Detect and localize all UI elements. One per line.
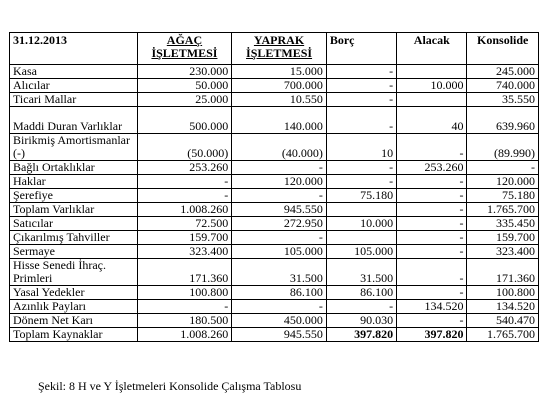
row-cell: 120.000 [467,175,539,189]
row-cell: 171.360 [467,259,539,286]
row-cell: - [326,93,396,107]
row-cell [326,231,396,245]
row-label: Azınlık Payları [10,300,138,314]
row-cell: 72.500 [137,217,232,231]
row-cell: - [326,161,396,175]
row-cell: - [232,300,327,314]
row-label: Kasa [10,65,138,79]
row-cell: 171.360 [137,259,232,286]
header-borc: Borç [326,33,396,65]
row-cell: 323.400 [137,245,232,259]
row-cell: 10.550 [232,93,327,107]
row-cell: - [397,189,467,203]
row-cell: 397.820 [397,328,467,342]
row-label: Çıkarılmış Tahviller [10,231,138,245]
row-cell: 159.700 [137,231,232,245]
row-cell: 1.765.700 [467,203,539,217]
table-row [10,286,539,300]
table-row [10,79,539,93]
row-cell: - [326,79,396,93]
row-label: Şerefiye [10,189,138,203]
table-row [10,65,539,79]
row-cell: - [232,161,327,175]
row-cell: 230.000 [137,65,232,79]
row-label: Maddi Duran Varlıklar [10,107,138,134]
row-cell: 397.820 [326,328,396,342]
row-cell: 272.950 [232,217,327,231]
table-row [10,300,539,314]
row-cell: 90.030 [326,314,396,328]
row-cell: (50.000) [137,134,232,161]
row-cell: - [397,259,467,286]
row-label: Toplam Kaynaklar [10,328,138,342]
row-cell: 75.180 [467,189,539,203]
row-cell: - [326,65,396,79]
row-cell: 100.800 [137,286,232,300]
row-cell: 253.260 [137,161,232,175]
row-cell: 35.550 [467,93,539,107]
row-label: Haklar [10,175,138,189]
table-row [10,217,539,231]
header-row [10,33,539,65]
row-cell: - [326,107,396,134]
row-label: Yasal Yedekler [10,286,138,300]
table-row [10,93,539,107]
row-cell: 945.550 [232,328,327,342]
row-cell: - [326,175,396,189]
row-cell: - [137,175,232,189]
table-row [10,175,539,189]
row-label: Toplam Varlıklar [10,203,138,217]
row-cell: - [397,217,467,231]
row-cell: 105.000 [232,245,327,259]
row-cell: 100.800 [467,286,539,300]
row-cell: 25.000 [137,93,232,107]
row-cell: 335.450 [467,217,539,231]
row-cell: 450.000 [232,314,327,328]
table-row [10,107,539,134]
row-cell: 40 [397,107,467,134]
row-label: Bağlı Ortaklıklar [10,161,138,175]
header-yaprak [232,33,327,65]
row-cell: 50.000 [137,79,232,93]
row-cell: 105.000 [326,245,396,259]
row-cell: 700.000 [232,79,327,93]
row-cell: - [397,314,467,328]
row-cell: 75.180 [326,189,396,203]
row-cell: 31.500 [326,259,396,286]
row-cell: 134.520 [397,300,467,314]
header-agac-text: AĞAÇ İŞLETMESİ [151,33,218,60]
row-label: Sermaye [10,245,138,259]
row-cell: - [467,161,539,175]
row-cell: 10.000 [397,79,467,93]
row-cell: 180.500 [137,314,232,328]
row-cell: 140.000 [232,107,327,134]
row-cell: 639.960 [467,107,539,134]
row-cell: 1.008.260 [137,328,232,342]
table-row [10,231,539,245]
row-cell: (40.000) [232,134,327,161]
table-row [10,314,539,328]
row-cell: 159.700 [467,231,539,245]
row-label: Dönem Net Karı [10,314,138,328]
row-cell: (89.990) [467,134,539,161]
row-cell: 86.100 [232,286,327,300]
row-cell: 10.000 [326,217,396,231]
row-cell: 245.000 [467,65,539,79]
row-cell: 740.000 [467,79,539,93]
table-row [10,328,539,342]
row-cell: - [397,203,467,217]
consolidation-table [9,32,539,342]
row-cell: - [397,286,467,300]
row-cell: - [232,231,327,245]
row-cell: - [232,189,327,203]
table-row [10,203,539,217]
row-cell [397,65,467,79]
row-cell: 134.520 [467,300,539,314]
table-row [10,245,539,259]
row-cell: - [326,300,396,314]
table-row [10,259,539,286]
row-cell: - [397,231,467,245]
row-cell: - [397,245,467,259]
row-cell: 15.000 [232,65,327,79]
row-cell: 500.000 [137,107,232,134]
table-row [10,161,539,175]
row-label: Alıcılar [10,79,138,93]
row-cell: 323.400 [467,245,539,259]
row-cell: - [397,134,467,161]
row-cell: 120.000 [232,175,327,189]
row-cell: 945.550 [232,203,327,217]
row-label: Birikmiş Amortismanlar (-) [10,134,138,161]
row-label: Satıcılar [10,217,138,231]
row-cell: 86.100 [326,286,396,300]
row-label: Hisse Senedi İhraç. Primleri [10,259,138,286]
row-cell: - [137,189,232,203]
row-cell: 31.500 [232,259,327,286]
table-row [10,189,539,203]
table-caption: Şekil: 8 H ve Y İşletmeleri Konsolide Çalışma Tablosu [38,379,302,393]
header-alacak: Alacak [397,33,467,65]
row-cell [326,203,396,217]
row-cell: - [397,175,467,189]
table-row [10,134,539,161]
row-cell: 540.470 [467,314,539,328]
header-date: 31.12.2013 [10,33,138,65]
row-cell: 1.765.700 [467,328,539,342]
row-label: Ticari Mallar [10,93,138,107]
header-yaprak-text: YAPRAK İŞLETMESİ [246,33,313,60]
row-cell [397,93,467,107]
row-cell: - [137,300,232,314]
row-cell: 253.260 [397,161,467,175]
header-konsolide: Konsolide [467,33,539,65]
header-agac [137,33,232,65]
row-cell: 1.008.260 [137,203,232,217]
row-cell: 10 [326,134,396,161]
